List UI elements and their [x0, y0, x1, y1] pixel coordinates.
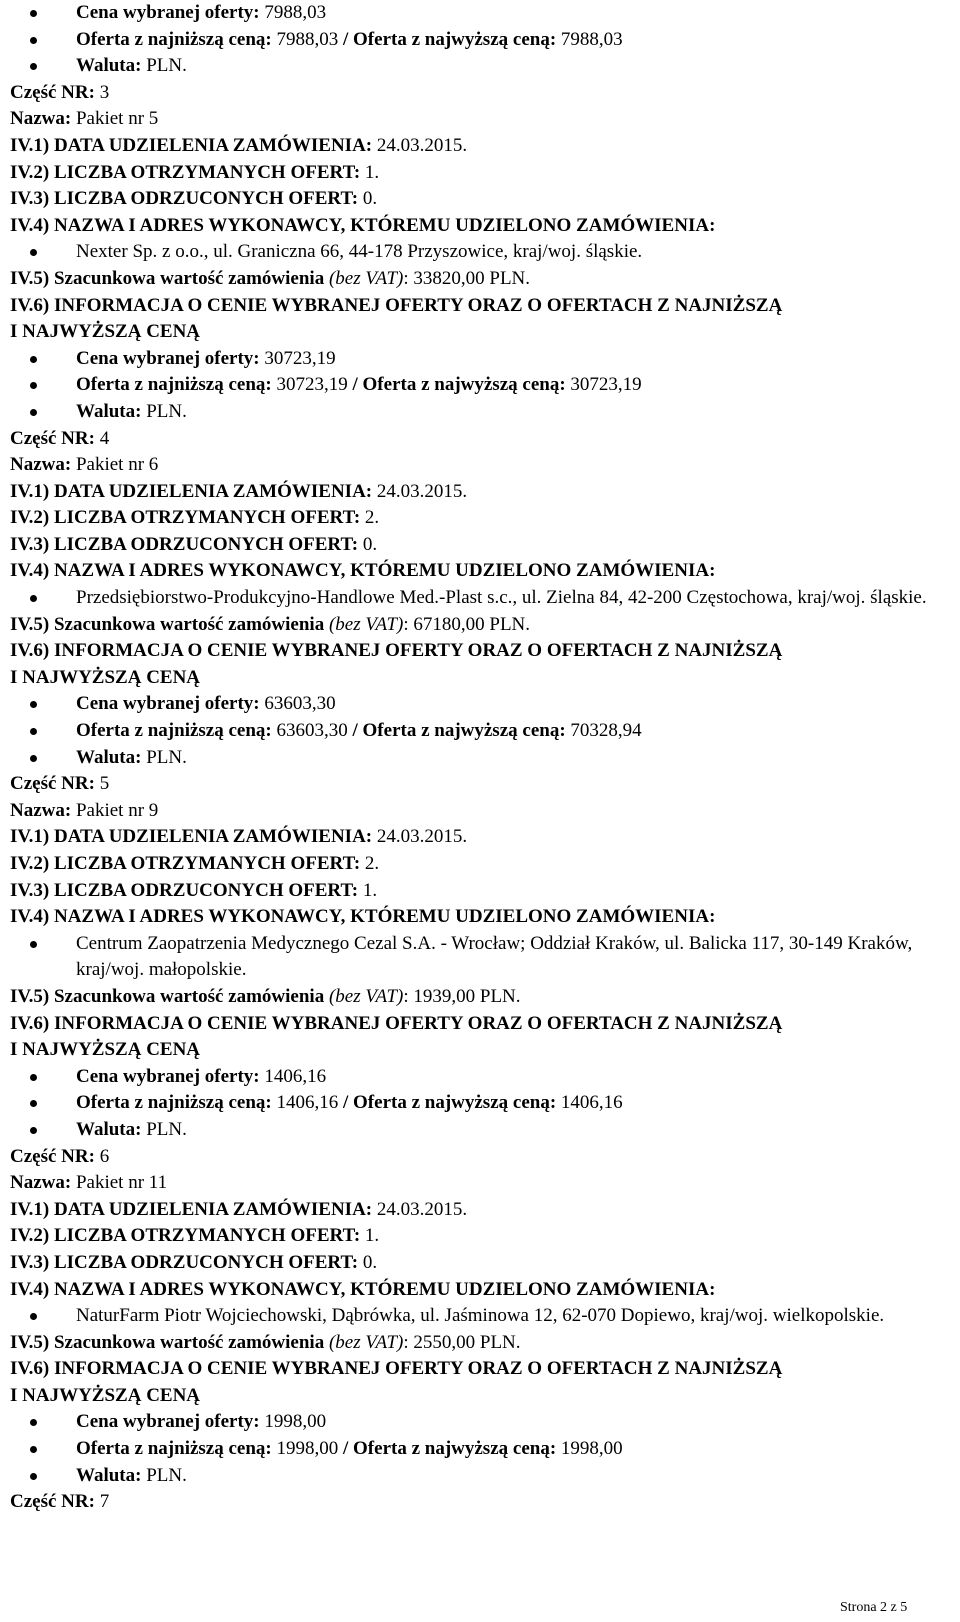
text-value: 7988,03: [259, 2, 327, 23]
text-value: PLN.: [141, 746, 187, 768]
bullet-list-item: [10, 1436, 945, 1463]
bold-label: I NAJWYŻSZĄ CENĄ: [10, 321, 201, 343]
bold-label: I NAJWYŻSZĄ CENĄ: [10, 1384, 201, 1406]
bold-label: Oferta z najniższą ceną:: [76, 374, 272, 396]
bold-label: IV.5) Szacunkowa wartość zamówienia: [10, 613, 325, 635]
document-line: [10, 293, 945, 320]
bullet-list-item: [10, 745, 945, 772]
bold-label: IV.3) LICZBA ODRZUCONYCH OFERT:: [10, 188, 359, 210]
bold-label: IV.5) Szacunkowa wartość zamówienia: [10, 985, 325, 1007]
text-value: 30723,19: [259, 347, 336, 369]
document-line: [10, 1383, 945, 1410]
document-line: [10, 665, 945, 692]
document-line: [10, 824, 945, 851]
text-value: : 67180,00 PLN.: [403, 613, 531, 635]
bold-label: Nazwa:: [10, 799, 72, 821]
document-line: [10, 505, 945, 532]
document-line: [10, 479, 945, 506]
document-line: [10, 984, 945, 1011]
text-value: Pakiet nr 9: [71, 799, 159, 821]
text-value: 1406,16: [259, 1065, 327, 1087]
bold-label: Waluta:: [76, 55, 142, 77]
bold-label: Część NR:: [10, 81, 95, 103]
bullet-list-item: [10, 585, 945, 612]
bullet-list-item: [10, 718, 945, 745]
bold-label: Waluta:: [76, 1464, 142, 1486]
bold-label: I NAJWYŻSZĄ CENĄ: [10, 666, 201, 688]
document-line: [10, 1223, 945, 1250]
document-line: [10, 1011, 945, 1038]
document-line: [10, 213, 945, 240]
bold-label: Waluta:: [76, 746, 142, 768]
bold-label: / Oferta z najwyższą ceną:: [352, 720, 566, 742]
text-value: Pakiet nr 5: [71, 108, 159, 130]
text-value: 24.03.2015.: [372, 1198, 468, 1220]
bold-label: Nazwa:: [10, 108, 72, 130]
bold-label: Cena wybranej oferty:: [76, 347, 260, 369]
bullet-list-item: [10, 1090, 945, 1117]
italic-note: (bez VAT): [328, 985, 404, 1007]
text-value: 30723,19: [271, 374, 353, 396]
document-line: [10, 638, 945, 665]
bold-label: Oferta z najniższą ceną:: [76, 1438, 272, 1460]
bold-label: Nazwa:: [10, 1172, 72, 1194]
italic-note: (bez VAT): [328, 613, 404, 635]
bold-label: IV.4) NAZWA I ADRES WYKONAWCY, KTÓREMU UDZIELONO ZAMÓWIENIA:: [10, 906, 716, 928]
bold-label: IV.5) Szacunkowa wartość zamówienia: [10, 1331, 325, 1353]
italic-note: (bez VAT): [328, 1331, 404, 1353]
bullet-list-item: [10, 1117, 945, 1144]
bold-label: / Oferta z najwyższą ceną:: [343, 28, 557, 50]
bullet-list-item: [10, 239, 945, 266]
bold-label: IV.4) NAZWA I ADRES WYKONAWCY, KTÓREMU UDZIELONO ZAMÓWIENIA:: [10, 560, 716, 582]
bold-label: IV.4) NAZWA I ADRES WYKONAWCY, KTÓREMU UDZIELONO ZAMÓWIENIA:: [10, 214, 716, 236]
page-number: Strona 2 z 5: [840, 1600, 908, 1615]
text-value: : 2550,00 PLN.: [403, 1331, 521, 1353]
document-line: [10, 1277, 945, 1304]
bold-label: IV.4) NAZWA I ADRES WYKONAWCY, KTÓREMU UDZIELONO ZAMÓWIENIA:: [10, 1278, 716, 1300]
bold-label: IV.3) LICZBA ODRZUCONYCH OFERT:: [10, 879, 359, 901]
document-line: [10, 80, 945, 107]
text-value: : 33820,00 PLN.: [403, 267, 531, 289]
text-value: 1.: [360, 1225, 380, 1247]
bold-label: Waluta:: [76, 400, 142, 422]
text-value: : 1939,00 PLN.: [403, 985, 521, 1007]
text-value: Pakiet nr 6: [71, 454, 159, 476]
bullet-list-item: [10, 399, 945, 426]
bullet-list-item: [10, 1409, 945, 1436]
bold-label: Nazwa:: [10, 454, 72, 476]
bold-label: IV.1) DATA UDZIELENIA ZAMÓWIENIA:: [10, 134, 373, 156]
document-line: [10, 1197, 945, 1224]
document-line: [10, 798, 945, 825]
text-value: 30723,19: [565, 374, 642, 396]
text-value: 0.: [358, 188, 378, 210]
bold-label: IV.1) DATA UDZIELENIA ZAMÓWIENIA:: [10, 1198, 373, 1220]
text-value: 4: [94, 427, 110, 449]
bullet-list-item: [10, 1303, 945, 1330]
bold-label: Cena wybranej oferty:: [76, 1411, 260, 1433]
bold-label: Oferta z najniższą ceną:: [76, 720, 272, 742]
text-value: PLN.: [141, 400, 187, 422]
text-value: 63603,30: [271, 720, 353, 742]
document-line: [10, 1144, 945, 1171]
bold-label: Waluta:: [76, 1118, 142, 1140]
bold-label: IV.1) DATA UDZIELENIA ZAMÓWIENIA:: [10, 826, 373, 848]
italic-note: (bez VAT): [328, 267, 404, 289]
document-line: [10, 904, 945, 931]
bold-label: IV.2) LICZBA OTRZYMANYCH OFERT:: [10, 161, 361, 183]
bold-label: IV.3) LICZBA ODRZUCONYCH OFERT:: [10, 1251, 359, 1273]
text-value: 63603,30: [259, 693, 336, 715]
text-value: 5: [94, 773, 110, 795]
bold-label: IV.6) INFORMACJA O CENIE WYBRANEJ OFERTY ORAZ O OFERTACH Z NAJNIŻSZĄ: [10, 294, 783, 316]
bullet-list-item: [10, 372, 945, 399]
text-value: 3: [94, 81, 110, 103]
text-value: 24.03.2015.: [372, 826, 468, 848]
text-value: 7988,03: [556, 28, 623, 50]
bold-label: IV.3) LICZBA ODRZUCONYCH OFERT:: [10, 533, 359, 555]
document-line: [10, 186, 945, 213]
bullet-list-item: [10, 931, 945, 984]
document-line: [10, 266, 945, 293]
bold-label: IV.6) INFORMACJA O CENIE WYBRANEJ OFERTY ORAZ O OFERTACH Z NAJNIŻSZĄ: [10, 1358, 783, 1380]
bold-label: I NAJWYŻSZĄ CENĄ: [10, 1039, 201, 1061]
bullet-list-item: [10, 1064, 945, 1091]
bold-label: Część NR:: [10, 1491, 95, 1513]
document-line: [10, 1489, 945, 1516]
bold-label: Część NR:: [10, 427, 95, 449]
document-line: [10, 1250, 945, 1277]
text-value: 70328,94: [565, 720, 642, 742]
bullet-list-item: [10, 27, 945, 54]
document-line: [10, 1170, 945, 1197]
bold-label: Cena wybranej oferty:: [76, 1065, 260, 1087]
document-line: [10, 1356, 945, 1383]
document-line: [10, 532, 945, 559]
bold-label: IV.2) LICZBA OTRZYMANYCH OFERT:: [10, 1225, 361, 1247]
bold-label: Oferta z najniższą ceną:: [76, 28, 272, 50]
text-value: Przedsiębiorstwo-Produkcyjno-Handlowe Med.-Plast s.c., ul. Zielna 84, 42-200 Częstochowa, kraj/woj. śląskie.: [76, 587, 927, 609]
document-body: [10, 0, 945, 1516]
text-value: PLN.: [141, 55, 187, 77]
bold-label: / Oferta z najwyższą ceną:: [343, 1438, 557, 1460]
text-value: 1406,16: [556, 1092, 623, 1114]
text-value: 2.: [360, 507, 380, 529]
text-value: 24.03.2015.: [372, 480, 468, 502]
text-value: 7: [94, 1491, 110, 1513]
document-line: [10, 426, 945, 453]
document-line: [10, 771, 945, 798]
document-line: [10, 558, 945, 585]
text-value: NaturFarm Piotr Wojciechowski, Dąbrówka, ul. Jaśminowa 12, 62-070 Dopiewo, kraj/woj. wielkopolskie.: [76, 1305, 885, 1327]
text-value: Pakiet nr 11: [71, 1172, 168, 1194]
bold-label: IV.2) LICZBA OTRZYMANYCH OFERT:: [10, 507, 361, 529]
bold-label: IV.5) Szacunkowa wartość zamówienia: [10, 267, 325, 289]
text-value: 0.: [358, 533, 378, 555]
bold-label: IV.6) INFORMACJA O CENIE WYBRANEJ OFERTY ORAZ O OFERTACH Z NAJNIŻSZĄ: [10, 1012, 783, 1034]
text-value: PLN.: [141, 1118, 187, 1140]
document-line: [10, 106, 945, 133]
bold-label: Cena wybranej oferty:: [76, 693, 260, 715]
document-line: [10, 133, 945, 160]
document-line: [10, 1330, 945, 1357]
text-value: 7988,03: [271, 28, 343, 50]
text-value: 24.03.2015.: [372, 134, 468, 156]
bold-label: IV.1) DATA UDZIELENIA ZAMÓWIENIA:: [10, 480, 373, 502]
bold-label: Część NR:: [10, 1145, 95, 1167]
text-value: 1.: [360, 161, 380, 183]
text-value: 1406,16: [271, 1092, 343, 1114]
bullet-list-item: [10, 1463, 945, 1490]
text-value: 1998,00: [271, 1438, 343, 1460]
text-value: PLN.: [141, 1464, 187, 1486]
text-value: 2.: [360, 853, 380, 874]
document-line: [10, 878, 945, 905]
bold-label: IV.6) INFORMACJA O CENIE WYBRANEJ OFERTY ORAZ O OFERTACH Z NAJNIŻSZĄ: [10, 640, 783, 662]
document-line: [10, 319, 945, 346]
text-value: 1.: [358, 879, 378, 901]
bold-label: Część NR:: [10, 773, 95, 795]
text-value: Nexter Sp. z o.o., ul. Graniczna 66, 44-178 Przyszowice, kraj/woj. śląskie.: [76, 241, 643, 263]
document-line: [10, 160, 945, 187]
text-value: Centrum Zaopatrzenia Medycznego Cezal S.A. - Wrocław; Oddział Kraków, ul. Balicka 117, 30-149 Kraków, kraj/woj. małopolskie.: [76, 932, 913, 981]
text-value: 1998,00: [259, 1411, 327, 1433]
bold-label: Oferta z najniższą ceną:: [76, 1092, 272, 1114]
text-value: 1998,00: [556, 1438, 623, 1460]
document-line: [10, 851, 945, 878]
text-value: 0.: [358, 1251, 378, 1273]
bullet-list-item: [10, 691, 945, 718]
bullet-list-item: [10, 0, 945, 27]
document-line: [10, 612, 945, 639]
document-line: [10, 452, 945, 479]
bold-label: Cena wybranej oferty:: [76, 2, 260, 23]
bold-label: IV.2) LICZBA OTRZYMANYCH OFERT:: [10, 853, 361, 874]
bold-label: / Oferta z najwyższą ceną:: [352, 374, 566, 396]
bullet-list-item: [10, 346, 945, 373]
document-line: [10, 1037, 945, 1064]
text-value: 6: [94, 1145, 110, 1167]
bold-label: / Oferta z najwyższą ceną:: [343, 1092, 557, 1114]
bullet-list-item: [10, 53, 945, 80]
